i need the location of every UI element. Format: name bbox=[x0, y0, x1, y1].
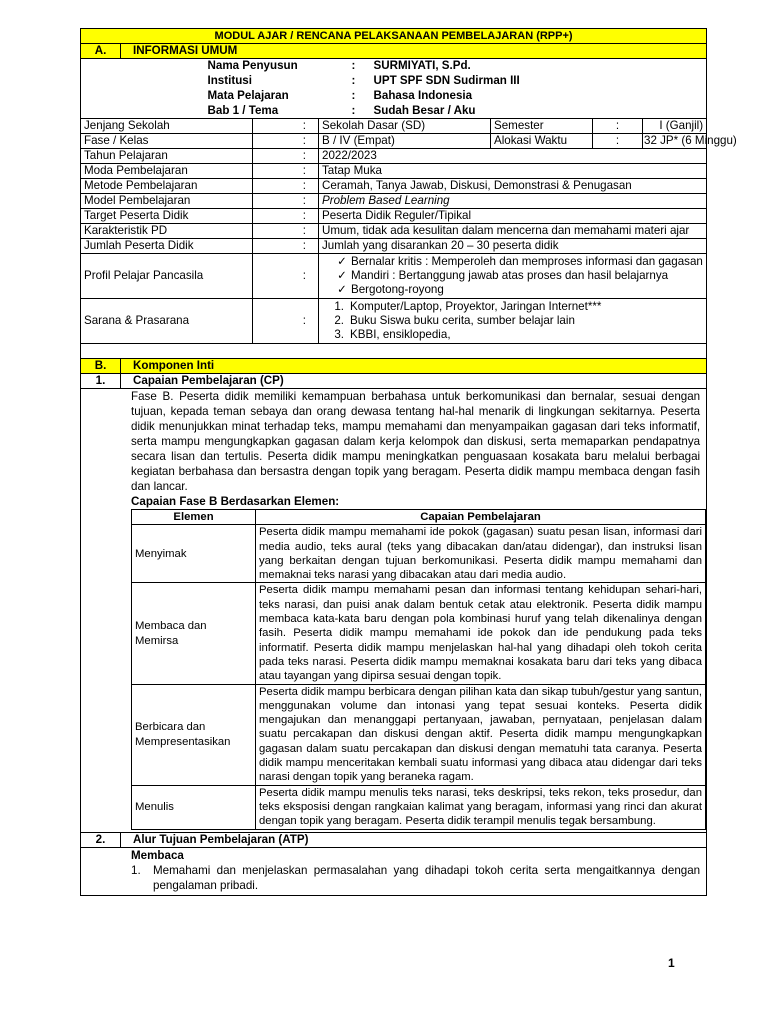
identity-label: Mata Pelajaran bbox=[207, 89, 289, 102]
info-label: Alokasi Waktu bbox=[491, 134, 593, 149]
identity-row bbox=[81, 104, 707, 119]
cp-title: Capaian Pembelajaran (CP) bbox=[121, 374, 707, 389]
page-number: 1 bbox=[668, 956, 675, 970]
document-title: MODUL AJAR / RENCANA PELAKSANAAN PEMBELAJARAN (RPP+) bbox=[81, 29, 707, 44]
table-row bbox=[132, 583, 706, 684]
element-text: Peserta didik mampu memahami pesan dan informasi tentang kehidupan sehari-hari, teks narasi, dan puisi anak dalam bentuk cetak atau elektronik. Peserta didik mampu membaca kata-kata baru dengan pola kombinasi huruf yang telah dikenalinya dengan fasih. Peserta didik mampu memahami ide pokok dan ide pendukung pada teks informatif. Peserta didik mampu menjelaskan hal-hal yang dihadapi oleh tokoh cerita pada teks narasi. Peserta didik mampu memaknai kosakata baru dari teks yang dibaca atau tayangan yang dipirsa sesuai dengan topik. bbox=[256, 583, 706, 684]
table-row bbox=[132, 525, 706, 583]
cp-paragraph: Fase B. Peserta didik memiliki kemampuan berbahasa untuk berkomunikasi dan bernalar, sesuai dengan tujuan, kepada teman sebaya dan orang dewasa tentang hal-hal menarik di lingkungan sekitarnya. Peserta didik menunjukkan minat terhadap teks, mampu memahami dan menyampaikan gagasan dari teks informatif, serta mampu mengungkapkan gagasan dalam kerja kelompok dan diskusi, serta memaparkan pendapatnya secara lisan dan tertulis. Peserta didik mampu meningkatkan penguasaan kosakata baru melalui berbagai kegiatan berbahasa dan bersastra dengan topik yang beragam. Peserta didik mampu membaca dengan fasih dan lancar. bbox=[131, 390, 701, 493]
identity-row bbox=[81, 74, 707, 89]
sarana-list bbox=[319, 299, 707, 344]
info-value: 32 JP* (6 Minggu) bbox=[644, 134, 737, 147]
cp-header: 1. Capaian Pembelajaran (CP) bbox=[81, 374, 707, 389]
section-a-number: A. bbox=[81, 44, 121, 59]
rpp-document bbox=[80, 28, 737, 896]
atp-title: Alur Tujuan Pembelajaran (ATP) bbox=[121, 832, 707, 847]
info-row: Tahun Pelajaran : 2022/2023 bbox=[81, 149, 707, 164]
element-text: Peserta didik mampu berbicara dengan pilihan kata dan sikap tubuh/gestur yang santun, menggunakan volume dan intonasi yang tepat sesuai konteks. Peserta didik mengajukan dan menanggapi pertanyaan, jawaban, pernyataan, penjelasan dalam suatu percakapan dan diskusi dengan aktif. Peserta didik mampu mengungkapkan gagasan dalam suatu percakapan dan diskusi dengan mematuhi tata caranya. Peserta didik mampu menceritakan kembali suatu informasi yang dibaca atau didengar dari teks narasi dengan topik yang beraneka ragam. bbox=[256, 684, 706, 785]
checkmark-icon: ✓ bbox=[337, 255, 347, 268]
info-label: Fase / Kelas bbox=[81, 134, 253, 149]
atp-item: 1. Memahami dan menjelaskan permasalahan yang dihadapi tokoh cerita serta mengaitkannya dengan pengalaman pribadi. bbox=[131, 863, 701, 892]
profil-list bbox=[319, 254, 707, 299]
element-text: Peserta didik mampu menulis teks narasi, teks deskripsi, teks rekon, teks prosedur, dan teks eksposisi dengan rangkaian kalimat yang beragam, informasi yang rinci dan akurat dengan topik yang beragam. Peserta didik terampil menulis tegak bersambung. bbox=[256, 785, 706, 829]
info-row-jenjang: Jenjang Sekolah : Sekolah Dasar (SD) Semester : I (Ganjil) bbox=[81, 119, 707, 134]
info-row-fase: Fase / Kelas : B / IV (Empat) Alokasi Waktu : 32 JP* (6 Minggu) bbox=[81, 134, 707, 149]
table-row bbox=[132, 785, 706, 829]
info-row: Metode Pembelajaran : Ceramah, Tanya Jawab, Diskusi, Demonstrasi & Penugasan bbox=[81, 179, 707, 194]
info-row-sarana: Sarana & Prasarana : 1. Komputer/Laptop, Proyektor, Jaringan Internet*** 2. Buku Siswa buku cerita, sumber belajar lain 3. KBBI, ensiklopedia, bbox=[81, 299, 707, 344]
cp-subtitle: Capaian Fase B Berdasarkan Elemen: bbox=[131, 495, 340, 508]
sarana-item: 3. KBBI, ensiklopedia, bbox=[334, 328, 451, 341]
info-row-profil: Profil Pelajar Pancasila : ✓ Bernalar kritis : Memperoleh dan memproses informasi dan gagasan ✓ Mandiri : Bertanggung jawab atas proses dan hasil belajarnya ✓ Bergotong-royong bbox=[81, 254, 707, 299]
checkmark-icon: ✓ bbox=[337, 269, 347, 282]
element-name: Berbicara dan Mempresentasikan bbox=[132, 684, 256, 785]
atp-header: 2. Alur Tujuan Pembelajaran (ATP) bbox=[81, 832, 707, 847]
identity-label: Institusi bbox=[207, 74, 252, 87]
identity-value: : Sudah Besar / Aku bbox=[349, 104, 707, 119]
sarana-item: 2. Buku Siswa buku cerita, sumber belajar lain bbox=[334, 314, 575, 327]
identity-label: Bab 1 / Tema bbox=[205, 104, 349, 119]
sarana-item: 1. Komputer/Laptop, Proyektor, Jaringan Internet*** bbox=[334, 300, 602, 313]
info-value: B / IV (Empat) bbox=[319, 134, 491, 149]
rpp-table bbox=[80, 28, 737, 896]
info-row: Model Pembelajaran : Problem Based Learning bbox=[81, 194, 707, 209]
element-text: Peserta didik mampu memahami ide pokok (gagasan) suatu pesan lisan, informasi dari media audio, teks aural (teks yang dibacakan dan/atau didengar), dan instruksi lisan yang berkaitan dengan tujuan berkomunikasi. Peserta didik mampu memahami dan memaknai teks narasi yang dibacakan atau dari media audio. bbox=[256, 525, 706, 583]
info-value: I (Ganjil) bbox=[643, 119, 707, 134]
element-name: Menyimak bbox=[132, 525, 256, 583]
info-row: Target Peserta Didik : Peserta Didik Reguler/Tipikal bbox=[81, 209, 707, 224]
cp-table-header: Elemen Capaian Pembelajaran bbox=[132, 510, 706, 525]
identity-row bbox=[81, 89, 707, 104]
section-a-header bbox=[81, 44, 707, 59]
checkmark-icon: ✓ bbox=[337, 283, 347, 296]
info-value: Sekolah Dasar (SD) bbox=[319, 119, 491, 134]
info-label: Jenjang Sekolah bbox=[81, 119, 253, 134]
cp-body-row bbox=[81, 389, 707, 833]
identity-value: : SURMIYATI, S.Pd. bbox=[349, 59, 707, 74]
atp-subtitle: Membaca bbox=[131, 848, 184, 862]
identity-row bbox=[81, 59, 707, 74]
info-row: Karakteristik PD : Umum, tidak ada kesulitan dalam mencerna dan memahami materi ajar bbox=[81, 224, 707, 239]
identity-label: Nama Penyusun bbox=[205, 59, 349, 74]
section-b-number: B. bbox=[81, 359, 121, 374]
table-row bbox=[132, 684, 706, 785]
info-label: Semester bbox=[491, 119, 593, 134]
identity-value: : Bahasa Indonesia bbox=[349, 89, 707, 104]
info-row: Jumlah Peserta Didik : Jumlah yang disarankan 20 – 30 peserta didik bbox=[81, 239, 707, 254]
profil-item: ✓ Bergotong-royong bbox=[333, 283, 703, 297]
profil-item: ✓ Mandiri : Bertanggung jawab atas proses dan hasil belajarnya bbox=[333, 269, 703, 283]
element-name: Menulis bbox=[132, 785, 256, 829]
info-row: Moda Pembelajaran : Tatap Muka bbox=[81, 164, 707, 179]
section-a-label: INFORMASI UMUM bbox=[121, 44, 707, 59]
profil-item: ✓ Bernalar kritis : Memperoleh dan memproses informasi dan gagasan bbox=[333, 255, 703, 269]
spacer-row bbox=[81, 344, 707, 359]
section-b-label: Komponen Inti bbox=[121, 359, 707, 374]
element-name: Membaca dan Memirsa bbox=[132, 583, 256, 684]
cp-element-table bbox=[131, 509, 706, 830]
identity-value: : UPT SPF SDN Sudirman III bbox=[349, 74, 707, 89]
atp-body-row bbox=[81, 847, 707, 895]
section-b-header bbox=[81, 359, 707, 374]
